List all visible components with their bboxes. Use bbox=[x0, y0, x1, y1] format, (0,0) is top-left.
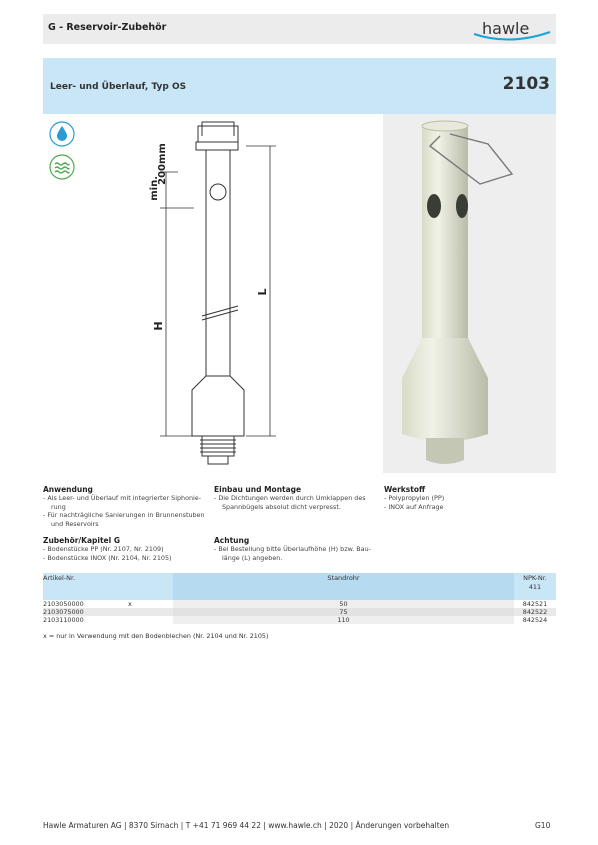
section-title: Anwendung bbox=[43, 485, 93, 494]
product-photo bbox=[390, 114, 556, 477]
product-title: Leer- und Überlauf, Typ OS bbox=[50, 82, 187, 92]
col-standrohr-header: Standrohr bbox=[327, 574, 360, 582]
cell-x: x bbox=[128, 600, 132, 608]
waves-icon bbox=[49, 154, 75, 184]
list-item: - Bei Bestellung bitte Überlaufhöhe (H) bzw. Bau-länge (L) angeben. bbox=[214, 545, 371, 562]
footer-text: Hawle Armaturen AG | 8370 Sirnach | T +41 71 969 44 22 | www.hawle.ch | 2020 | Änderungen vorbehalten bbox=[43, 821, 450, 830]
section-title: Werkstoff bbox=[384, 485, 426, 494]
list-item: - Bodenstücke PP (Nr. 2107, Nr. 2109) bbox=[43, 545, 164, 553]
table-note: x = nur in Verwendung mit den Bodenblechen (Nr. 2104 und Nr. 2105) bbox=[43, 632, 269, 640]
list-item: - Polypropylen (PP) bbox=[384, 494, 445, 502]
product-number: 2103 bbox=[502, 74, 550, 94]
section-achtung bbox=[214, 536, 374, 562]
dim-L-label: L bbox=[256, 288, 269, 296]
col-npk-subheader: 411 bbox=[528, 583, 542, 591]
list-item: - Für nachträgliche Sanierungen in Brunnenstuben und Reservoirs bbox=[43, 511, 205, 528]
logo-text: hawle bbox=[482, 19, 530, 38]
cell-artikel: 2103110000 bbox=[43, 616, 84, 624]
section-einbau bbox=[214, 485, 374, 511]
cell-npk: 842524 bbox=[522, 616, 548, 624]
dim-H-label: H bbox=[152, 321, 165, 331]
section-anwendung bbox=[43, 485, 208, 528]
list-item: - Bodenstücke INOX (Nr. 2104, Nr. 2105) bbox=[43, 553, 172, 562]
section-werkstoff bbox=[384, 485, 554, 511]
cell-npk: 842521 bbox=[522, 600, 548, 608]
chapter-title: G - Reservoir-Zubehör bbox=[48, 22, 167, 33]
cell-standrohr: 110 bbox=[337, 616, 350, 624]
section-zubehoer bbox=[43, 536, 208, 562]
cell-artikel: 2103075000 bbox=[43, 608, 84, 616]
section-title: Einbau und Montage bbox=[214, 485, 302, 494]
cell-npk: 842522 bbox=[522, 608, 548, 616]
water-drop-icon bbox=[49, 121, 75, 151]
col-artikel-header: Artikel-Nr. bbox=[43, 574, 76, 582]
technical-drawing bbox=[120, 114, 290, 478]
list-item: - INOX auf Anfrage bbox=[384, 502, 444, 511]
col-npk-header: NPK-Nr. bbox=[523, 574, 547, 582]
section-title: Achtung bbox=[214, 536, 250, 545]
list-item: - Die Dichtungen werden durch Umklappen des Spannbügels absolut dicht verpresst. bbox=[214, 494, 366, 511]
section-title: Zubehör/Kapitel G bbox=[43, 536, 120, 545]
list-item: - Als Leer- und Überlauf mit integrierter Siphonie-rung bbox=[43, 494, 202, 511]
dim-min-label: min. bbox=[149, 176, 160, 201]
hawle-logo bbox=[470, 14, 554, 44]
page-number: G10 bbox=[535, 821, 551, 830]
dim-200mm-label: 200mm bbox=[157, 143, 168, 185]
cell-standrohr: 75 bbox=[339, 608, 348, 616]
cell-artikel: 2103050000 bbox=[43, 600, 84, 608]
cell-standrohr: 50 bbox=[339, 600, 348, 608]
